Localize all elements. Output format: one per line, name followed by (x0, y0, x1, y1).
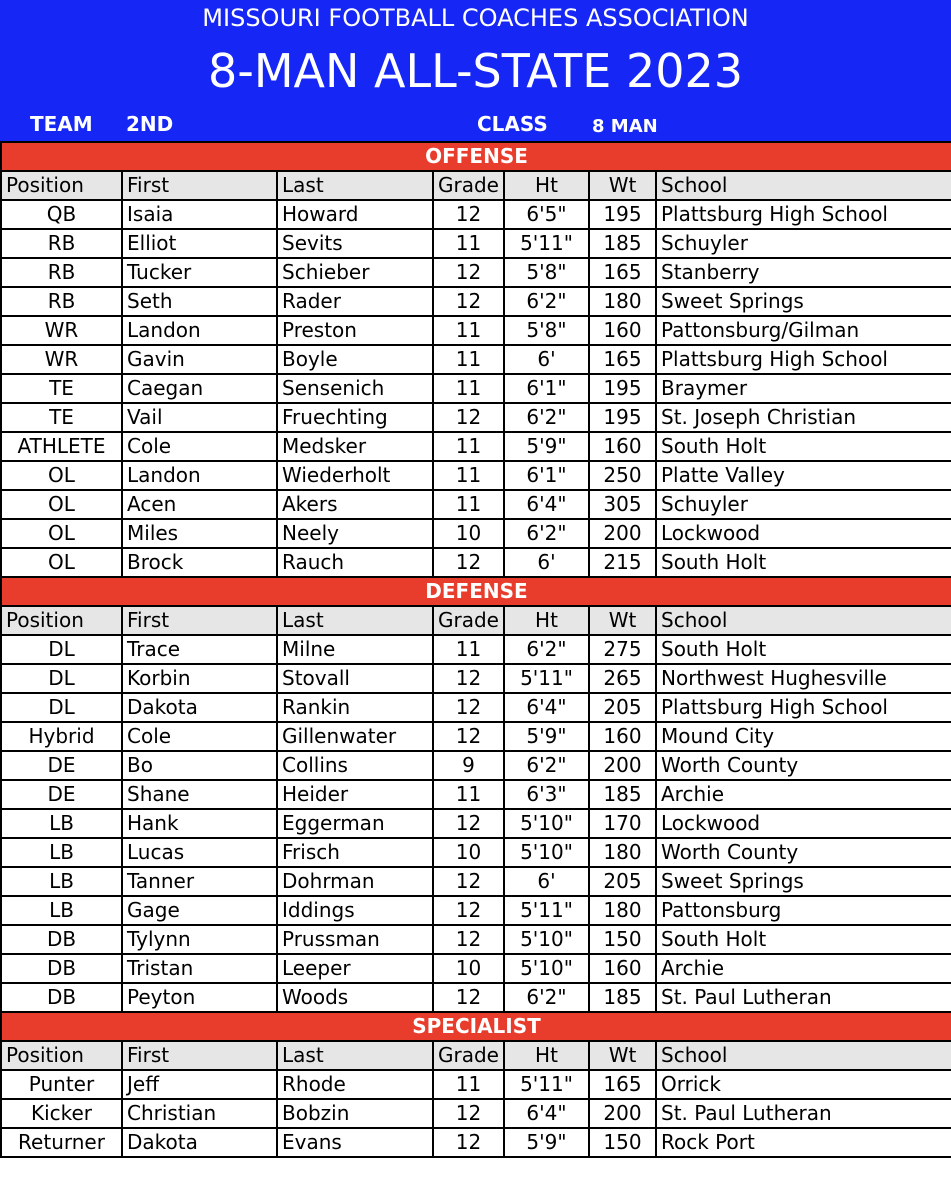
table-cell: Hybrid (1, 722, 122, 751)
association-name: MISSOURI FOOTBALL COACHES ASSOCIATION (202, 4, 749, 32)
table-cell: WR (1, 316, 122, 345)
table-cell: 5'8" (504, 258, 589, 287)
page-title: 8-MAN ALL-STATE 2023 (207, 44, 744, 98)
table-cell: 11 (433, 432, 504, 461)
table-cell: Rankin (277, 693, 433, 722)
column-header: Position (1, 1041, 122, 1070)
column-header: Last (277, 606, 433, 635)
table-cell: 180 (589, 287, 656, 316)
table-cell: Howard (277, 200, 433, 229)
table-cell: Mound City (656, 722, 951, 751)
table-cell: 6'2" (504, 287, 589, 316)
table-cell: Plattsburg High School (656, 200, 951, 229)
table-cell: 11 (433, 345, 504, 374)
table-cell: Vail (122, 403, 277, 432)
table-cell: Northwest Hughesville (656, 664, 951, 693)
table-cell: South Holt (656, 925, 951, 954)
table-cell: Rock Port (656, 1128, 951, 1157)
table-cell: 12 (433, 983, 504, 1012)
table-cell: Milne (277, 635, 433, 664)
table-row (1, 751, 951, 780)
table-cell: Worth County (656, 751, 951, 780)
table-cell: 12 (433, 896, 504, 925)
table-cell: Acen (122, 490, 277, 519)
table-cell: South Holt (656, 548, 951, 577)
table-cell: 5'10" (504, 954, 589, 983)
table-cell: Neely (277, 519, 433, 548)
table-cell: Rauch (277, 548, 433, 577)
table-cell: Pattonsburg/Gilman (656, 316, 951, 345)
column-header: School (656, 171, 951, 200)
table-cell: 6'3" (504, 780, 589, 809)
table-cell: Tanner (122, 867, 277, 896)
column-header-row (1, 1041, 951, 1070)
table-row (1, 200, 951, 229)
table-cell: Miles (122, 519, 277, 548)
table-cell: Seth (122, 287, 277, 316)
table-row (1, 1128, 951, 1157)
table-cell: 160 (589, 954, 656, 983)
table-cell: 5'11" (504, 1070, 589, 1099)
column-header: Position (1, 171, 122, 200)
table-cell: LB (1, 896, 122, 925)
table-cell: South Holt (656, 635, 951, 664)
column-header: Wt (589, 171, 656, 200)
table-cell: 165 (589, 345, 656, 374)
table-cell: 265 (589, 664, 656, 693)
header-banner (0, 0, 951, 141)
table-cell: 6'2" (504, 403, 589, 432)
table-cell: 6'4" (504, 1099, 589, 1128)
table-cell: 200 (589, 751, 656, 780)
table-cell: 6' (504, 867, 589, 896)
column-header: School (656, 1041, 951, 1070)
table-cell: 6'5" (504, 200, 589, 229)
table-cell: 6'1" (504, 374, 589, 403)
section-row (1, 142, 951, 171)
table-cell: Brock (122, 548, 277, 577)
table-cell: DB (1, 925, 122, 954)
table-cell: Kicker (1, 1099, 122, 1128)
table-cell: 205 (589, 693, 656, 722)
class-value: 8 MAN (592, 116, 658, 137)
table-cell: 195 (589, 403, 656, 432)
table-cell: 10 (433, 954, 504, 983)
table-row (1, 780, 951, 809)
table-cell: 5'9" (504, 432, 589, 461)
table-cell: Lockwood (656, 519, 951, 548)
table-cell: 185 (589, 780, 656, 809)
table-cell: 185 (589, 983, 656, 1012)
section-row (1, 1012, 951, 1041)
table-cell: Gage (122, 896, 277, 925)
table-cell: 165 (589, 258, 656, 287)
table-cell: 12 (433, 403, 504, 432)
table-cell: Bo (122, 751, 277, 780)
table-cell: 180 (589, 896, 656, 925)
column-header: Position (1, 606, 122, 635)
table-cell: St. Paul Lutheran (656, 1099, 951, 1128)
table-cell: 5'10" (504, 838, 589, 867)
table-cell: Akers (277, 490, 433, 519)
table-cell: Hank (122, 809, 277, 838)
table-cell: Rhode (277, 1070, 433, 1099)
table-cell: WR (1, 345, 122, 374)
table-cell: Rader (277, 287, 433, 316)
table-cell: 150 (589, 925, 656, 954)
table-cell: Evans (277, 1128, 433, 1157)
table-cell: Cole (122, 722, 277, 751)
table-cell: South Holt (656, 432, 951, 461)
table-row (1, 374, 951, 403)
table-cell: 150 (589, 1128, 656, 1157)
table-row (1, 345, 951, 374)
table-cell: 12 (433, 693, 504, 722)
column-header: First (122, 606, 277, 635)
table-cell: 12 (433, 809, 504, 838)
table-cell: Landon (122, 461, 277, 490)
table-cell: Plattsburg High School (656, 345, 951, 374)
table-cell: 9 (433, 751, 504, 780)
table-cell: 5'9" (504, 722, 589, 751)
table-cell: Platte Valley (656, 461, 951, 490)
column-header-row (1, 171, 951, 200)
table-cell: St. Paul Lutheran (656, 983, 951, 1012)
column-header: Ht (504, 1041, 589, 1070)
table-cell: 195 (589, 200, 656, 229)
table-cell: DB (1, 954, 122, 983)
table-row (1, 693, 951, 722)
section-title: OFFENSE (1, 142, 951, 171)
table-cell: TE (1, 374, 122, 403)
table-cell: Orrick (656, 1070, 951, 1099)
table-cell: Returner (1, 1128, 122, 1157)
table-cell: DB (1, 983, 122, 1012)
table-cell: 11 (433, 490, 504, 519)
table-row (1, 809, 951, 838)
table-cell: Lockwood (656, 809, 951, 838)
roster-table (0, 141, 951, 1158)
table-cell: Eggerman (277, 809, 433, 838)
table-cell: 185 (589, 229, 656, 258)
table-cell: Collins (277, 751, 433, 780)
table-cell: DE (1, 751, 122, 780)
table-cell: OL (1, 490, 122, 519)
table-cell: RB (1, 258, 122, 287)
table-cell: 12 (433, 1128, 504, 1157)
table-cell: 215 (589, 548, 656, 577)
section-title: DEFENSE (1, 577, 951, 606)
column-header: Last (277, 1041, 433, 1070)
table-row (1, 229, 951, 258)
table-cell: Boyle (277, 345, 433, 374)
table-cell: 5'11" (504, 896, 589, 925)
class-label: CLASS (477, 112, 548, 136)
table-cell: Stovall (277, 664, 433, 693)
table-cell: Leeper (277, 954, 433, 983)
table-cell: Worth County (656, 838, 951, 867)
table-cell: 6'4" (504, 693, 589, 722)
table-cell: Dakota (122, 1128, 277, 1157)
table-cell: Tristan (122, 954, 277, 983)
column-header-row (1, 606, 951, 635)
table-cell: 170 (589, 809, 656, 838)
table-cell: Braymer (656, 374, 951, 403)
table-row (1, 403, 951, 432)
table-cell: RB (1, 229, 122, 258)
table-cell: DL (1, 693, 122, 722)
table-cell: 10 (433, 519, 504, 548)
table-cell: 5'10" (504, 809, 589, 838)
table-cell: Korbin (122, 664, 277, 693)
table-cell: Preston (277, 316, 433, 345)
table-cell: 12 (433, 1099, 504, 1128)
table-cell: 5'10" (504, 925, 589, 954)
table-cell: 6'2" (504, 983, 589, 1012)
table-cell: Gillenwater (277, 722, 433, 751)
table-cell: TE (1, 403, 122, 432)
table-cell: Caegan (122, 374, 277, 403)
table-cell: 11 (433, 229, 504, 258)
table-cell: 6'2" (504, 635, 589, 664)
column-header: Wt (589, 1041, 656, 1070)
table-cell: 12 (433, 722, 504, 751)
table-cell: Schuyler (656, 490, 951, 519)
table-cell: 6' (504, 548, 589, 577)
column-header: Wt (589, 606, 656, 635)
table-cell: DE (1, 780, 122, 809)
column-header: Grade (433, 171, 504, 200)
table-cell: Sensenich (277, 374, 433, 403)
table-cell: St. Joseph Christian (656, 403, 951, 432)
table-cell: Sevits (277, 229, 433, 258)
table-cell: Punter (1, 1070, 122, 1099)
table-cell: 12 (433, 287, 504, 316)
table-row (1, 1099, 951, 1128)
table-cell: 200 (589, 1099, 656, 1128)
table-cell: Peyton (122, 983, 277, 1012)
table-cell: Lucas (122, 838, 277, 867)
column-header: Grade (433, 606, 504, 635)
table-cell: Woods (277, 983, 433, 1012)
table-cell: Schuyler (656, 229, 951, 258)
table-cell: 12 (433, 664, 504, 693)
table-row (1, 432, 951, 461)
table-cell: 11 (433, 780, 504, 809)
table-cell: 160 (589, 316, 656, 345)
table-cell: RB (1, 287, 122, 316)
table-cell: 5'11" (504, 664, 589, 693)
table-cell: 12 (433, 258, 504, 287)
table-cell: Sweet Springs (656, 867, 951, 896)
table-cell: 160 (589, 432, 656, 461)
table-cell: Elliot (122, 229, 277, 258)
table-cell: 5'8" (504, 316, 589, 345)
table-cell: QB (1, 200, 122, 229)
column-header: First (122, 1041, 277, 1070)
table-row (1, 490, 951, 519)
table-cell: 5'9" (504, 1128, 589, 1157)
team-value: 2ND (126, 112, 174, 136)
table-cell: Dakota (122, 693, 277, 722)
table-cell: Isaia (122, 200, 277, 229)
column-header: Ht (504, 606, 589, 635)
table-cell: Prussman (277, 925, 433, 954)
table-cell: 12 (433, 867, 504, 896)
table-cell: 165 (589, 1070, 656, 1099)
table-row (1, 548, 951, 577)
table-cell: 200 (589, 519, 656, 548)
table-cell: 11 (433, 635, 504, 664)
table-cell: 10 (433, 838, 504, 867)
table-cell: 12 (433, 548, 504, 577)
table-cell: Plattsburg High School (656, 693, 951, 722)
table-cell: LB (1, 809, 122, 838)
table-cell: 205 (589, 867, 656, 896)
table-cell: Christian (122, 1099, 277, 1128)
table-row (1, 316, 951, 345)
table-cell: Jeff (122, 1070, 277, 1099)
table-cell: Gavin (122, 345, 277, 374)
table-cell: Frisch (277, 838, 433, 867)
table-cell: 12 (433, 925, 504, 954)
table-cell: Medsker (277, 432, 433, 461)
table-cell: 11 (433, 374, 504, 403)
table-cell: Landon (122, 316, 277, 345)
table-cell: Trace (122, 635, 277, 664)
table-cell: 275 (589, 635, 656, 664)
table-row (1, 287, 951, 316)
table-cell: Stanberry (656, 258, 951, 287)
table-cell: 6'2" (504, 519, 589, 548)
table-cell: 11 (433, 461, 504, 490)
table-cell: Bobzin (277, 1099, 433, 1128)
table-cell: Tucker (122, 258, 277, 287)
team-label: TEAM (30, 112, 93, 136)
table-row (1, 838, 951, 867)
table-cell: 11 (433, 316, 504, 345)
table-cell: Archie (656, 780, 951, 809)
table-cell: OL (1, 519, 122, 548)
table-cell: 195 (589, 374, 656, 403)
table-cell: Wiederholt (277, 461, 433, 490)
section-row (1, 577, 951, 606)
table-cell: Sweet Springs (656, 287, 951, 316)
column-header: Grade (433, 1041, 504, 1070)
table-cell: Archie (656, 954, 951, 983)
table-cell: 12 (433, 200, 504, 229)
table-cell: Fruechting (277, 403, 433, 432)
column-header: School (656, 606, 951, 635)
table-cell: OL (1, 461, 122, 490)
table-row (1, 258, 951, 287)
table-cell: 11 (433, 1070, 504, 1099)
column-header: Ht (504, 171, 589, 200)
table-cell: DL (1, 635, 122, 664)
table-row (1, 983, 951, 1012)
table-row (1, 722, 951, 751)
column-header: Last (277, 171, 433, 200)
table-row (1, 461, 951, 490)
table-cell: 160 (589, 722, 656, 751)
table-cell: OL (1, 548, 122, 577)
table-row (1, 925, 951, 954)
section-title: SPECIALIST (1, 1012, 951, 1041)
table-cell: Dohrman (277, 867, 433, 896)
table-cell: Schieber (277, 258, 433, 287)
table-row (1, 664, 951, 693)
table-row (1, 954, 951, 983)
table-cell: DL (1, 664, 122, 693)
table-cell: ATHLETE (1, 432, 122, 461)
table-cell: Pattonsburg (656, 896, 951, 925)
table-cell: 250 (589, 461, 656, 490)
table-cell: 6'1" (504, 461, 589, 490)
table-cell: Tylynn (122, 925, 277, 954)
table-cell: Shane (122, 780, 277, 809)
table-cell: 305 (589, 490, 656, 519)
table-cell: 6' (504, 345, 589, 374)
table-row (1, 867, 951, 896)
table-row (1, 896, 951, 925)
table-row (1, 1070, 951, 1099)
table-row (1, 519, 951, 548)
table-cell: 5'11" (504, 229, 589, 258)
table-cell: 6'2" (504, 751, 589, 780)
table-cell: LB (1, 838, 122, 867)
table-cell: LB (1, 867, 122, 896)
table-row (1, 635, 951, 664)
table-cell: 180 (589, 838, 656, 867)
table-cell: Heider (277, 780, 433, 809)
table-cell: Cole (122, 432, 277, 461)
table-cell: Iddings (277, 896, 433, 925)
column-header: First (122, 171, 277, 200)
table-cell: 6'4" (504, 490, 589, 519)
